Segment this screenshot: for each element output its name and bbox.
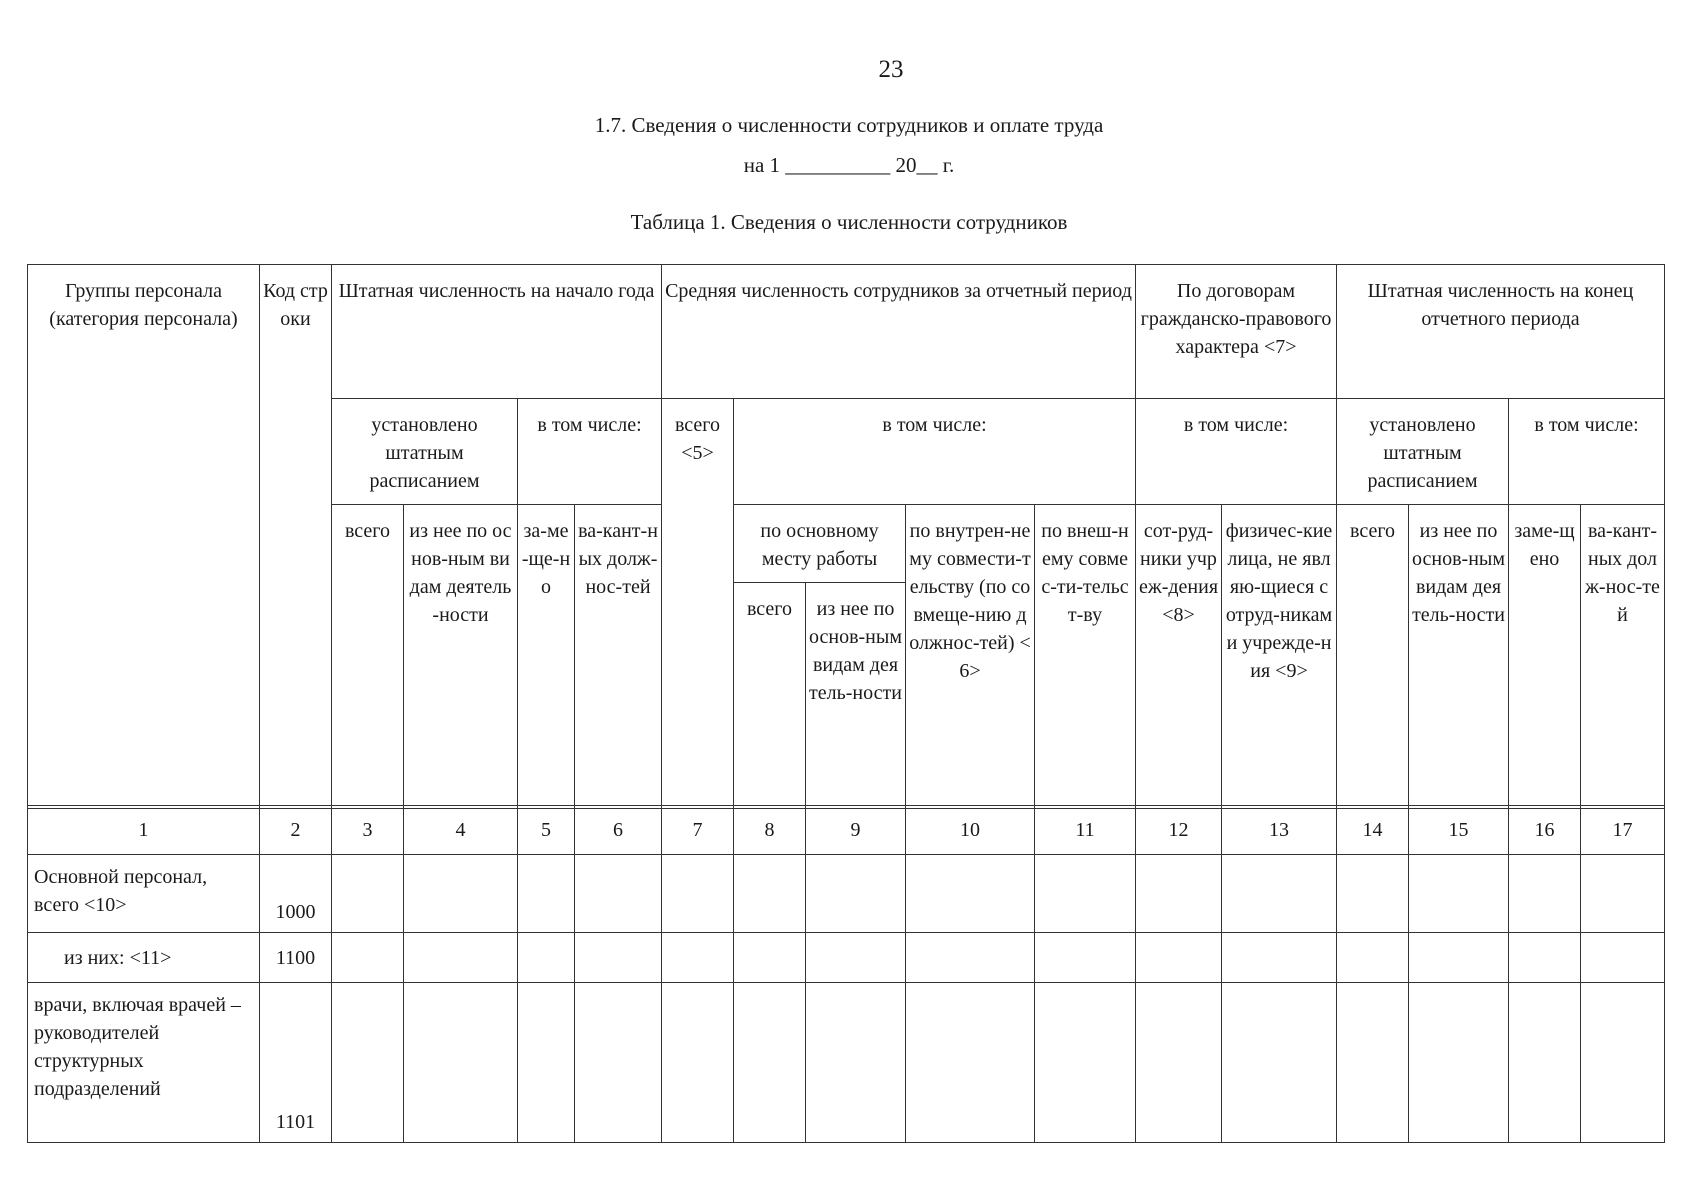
column-number: 12: [1136, 806, 1222, 855]
column-number: 13: [1222, 806, 1337, 855]
header-staff-end-of-period: Штатная численность на конец отчетного периода: [1337, 265, 1665, 399]
header-col-6: ва-кант-ных долж-нос-тей: [575, 505, 662, 809]
header-col-10: по внутрен-нему совмести-тельству (по совмеще-нию должнос-тей) <6>: [906, 505, 1035, 809]
data-cell[interactable]: [906, 933, 1035, 983]
data-cell[interactable]: [1409, 855, 1509, 933]
header-average-count: Средняя численность сотрудников за отчетный период: [662, 265, 1136, 399]
data-cell[interactable]: [575, 983, 662, 1143]
header-staff-start-of-year: Штатная численность на начало года: [332, 265, 662, 399]
column-number: 5: [518, 806, 575, 855]
data-cell[interactable]: [575, 933, 662, 983]
column-number: 2: [260, 806, 332, 855]
column-number: 10: [906, 806, 1035, 855]
column-numbers-row: [28, 806, 1665, 855]
column-number: 9: [806, 806, 906, 855]
data-cell[interactable]: [404, 983, 518, 1143]
header-including-end: в том числе:: [1509, 399, 1665, 505]
row-label: Основной персонал, всего <10>: [28, 855, 260, 933]
row-code: 1000: [260, 855, 332, 933]
header-personnel-groups: Группы персонала (категория персонала): [28, 265, 260, 809]
section-title: 1.7. Сведения о численности сотрудников и оплате труда: [594, 113, 1104, 137]
column-number: 1: [28, 806, 260, 855]
staff-count-table-body: [27, 805, 1665, 1143]
data-cell[interactable]: [404, 933, 518, 983]
header-established-start: установлено штатным расписанием: [332, 399, 518, 505]
table-title: Таблица 1. Сведения о численности сотрудников: [630, 210, 1068, 234]
header-col-3: всего: [332, 505, 404, 809]
row-label: врачи, включая врачей – руководителей структурных подразделений: [28, 983, 260, 1143]
page-number: 23: [878, 56, 904, 83]
row-code: 1101: [260, 983, 332, 1143]
header-civil-contracts: По договорам гражданско-правового характера <7>: [1136, 265, 1337, 399]
data-cell[interactable]: [906, 983, 1035, 1143]
data-cell[interactable]: [1409, 983, 1509, 1143]
data-cell[interactable]: [1581, 933, 1665, 983]
column-number: 14: [1337, 806, 1409, 855]
data-cell[interactable]: [332, 933, 404, 983]
data-cell[interactable]: [662, 855, 734, 933]
column-number: 17: [1581, 806, 1665, 855]
report-date-line: на 1 __________ 20__ г.: [743, 153, 955, 177]
table-row: [28, 933, 1665, 983]
column-number: 15: [1409, 806, 1509, 855]
header-civil-including: в том числе:: [1136, 399, 1337, 505]
data-cell[interactable]: [806, 855, 906, 933]
data-cell[interactable]: [734, 855, 806, 933]
data-cell[interactable]: [575, 855, 662, 933]
data-cell[interactable]: [662, 933, 734, 983]
header-col-12: сот-руд-ники учреж-дения <8>: [1136, 505, 1222, 809]
header-col-4: из нее по основ-ным видам деятель-ности: [404, 505, 518, 809]
data-cell[interactable]: [734, 933, 806, 983]
data-cell[interactable]: [518, 983, 575, 1143]
data-cell[interactable]: [1337, 933, 1409, 983]
header-row-code: Код строки: [260, 265, 332, 809]
data-cell[interactable]: [404, 855, 518, 933]
column-number: 6: [575, 806, 662, 855]
data-cell[interactable]: [1337, 983, 1409, 1143]
header-average-total: всего <5>: [662, 399, 734, 809]
header-col-16: заме-щено: [1509, 505, 1581, 809]
data-cell[interactable]: [1337, 855, 1409, 933]
data-cell[interactable]: [1509, 933, 1581, 983]
header-col-17: ва-кант-ных долж-нос-тей: [1581, 505, 1665, 809]
table-row: [28, 855, 1665, 933]
data-cell[interactable]: [1035, 855, 1136, 933]
header-established-end: установлено штатным расписанием: [1337, 399, 1509, 505]
data-cell[interactable]: [906, 855, 1035, 933]
data-cell[interactable]: [1581, 983, 1665, 1143]
header-including-start: в том числе:: [518, 399, 662, 505]
data-cell[interactable]: [1581, 855, 1665, 933]
header-col-11: по внеш-нему совмес-ти-тельст-ву: [1035, 505, 1136, 809]
data-cell[interactable]: [1136, 983, 1222, 1143]
data-cell[interactable]: [518, 855, 575, 933]
row-label: из них: <11>: [28, 933, 260, 983]
staff-count-table: [27, 264, 1665, 809]
header-col-15: из нее по основ-ным видам деятель-ности: [1409, 505, 1509, 809]
data-cell[interactable]: [1409, 933, 1509, 983]
data-cell[interactable]: [1035, 983, 1136, 1143]
data-cell[interactable]: [1035, 933, 1136, 983]
data-cell[interactable]: [1222, 983, 1337, 1143]
header-col-8: всего: [734, 583, 806, 809]
data-cell[interactable]: [332, 855, 404, 933]
header-col-14: всего: [1337, 505, 1409, 809]
column-number: 16: [1509, 806, 1581, 855]
header-average-including: в том числе:: [734, 399, 1136, 505]
data-cell[interactable]: [1136, 933, 1222, 983]
data-cell[interactable]: [806, 933, 906, 983]
header-col-9: из нее по основ-ным видам деятель-ности: [806, 583, 906, 809]
column-number: 4: [404, 806, 518, 855]
data-cell[interactable]: [1222, 855, 1337, 933]
data-cell[interactable]: [1509, 855, 1581, 933]
header-col-5: за-ме-ще-но: [518, 505, 575, 809]
row-code: 1100: [260, 933, 332, 983]
data-cell[interactable]: [332, 983, 404, 1143]
data-cell[interactable]: [662, 983, 734, 1143]
column-number: 3: [332, 806, 404, 855]
table-row: [28, 983, 1665, 1143]
column-number: 11: [1035, 806, 1136, 855]
header-col-13: физичес-кие лица, не являю-щиеся сотруд-никами учрежде-ния <9>: [1222, 505, 1337, 809]
data-cell[interactable]: [518, 933, 575, 983]
data-cell[interactable]: [1222, 933, 1337, 983]
header-main-place-of-work: по основному месту работы: [734, 505, 906, 583]
column-number: 7: [662, 806, 734, 855]
data-cell[interactable]: [806, 983, 906, 1143]
data-cell[interactable]: [1136, 855, 1222, 933]
data-cell[interactable]: [734, 983, 806, 1143]
data-cell[interactable]: [1509, 983, 1581, 1143]
column-number: 8: [734, 806, 806, 855]
